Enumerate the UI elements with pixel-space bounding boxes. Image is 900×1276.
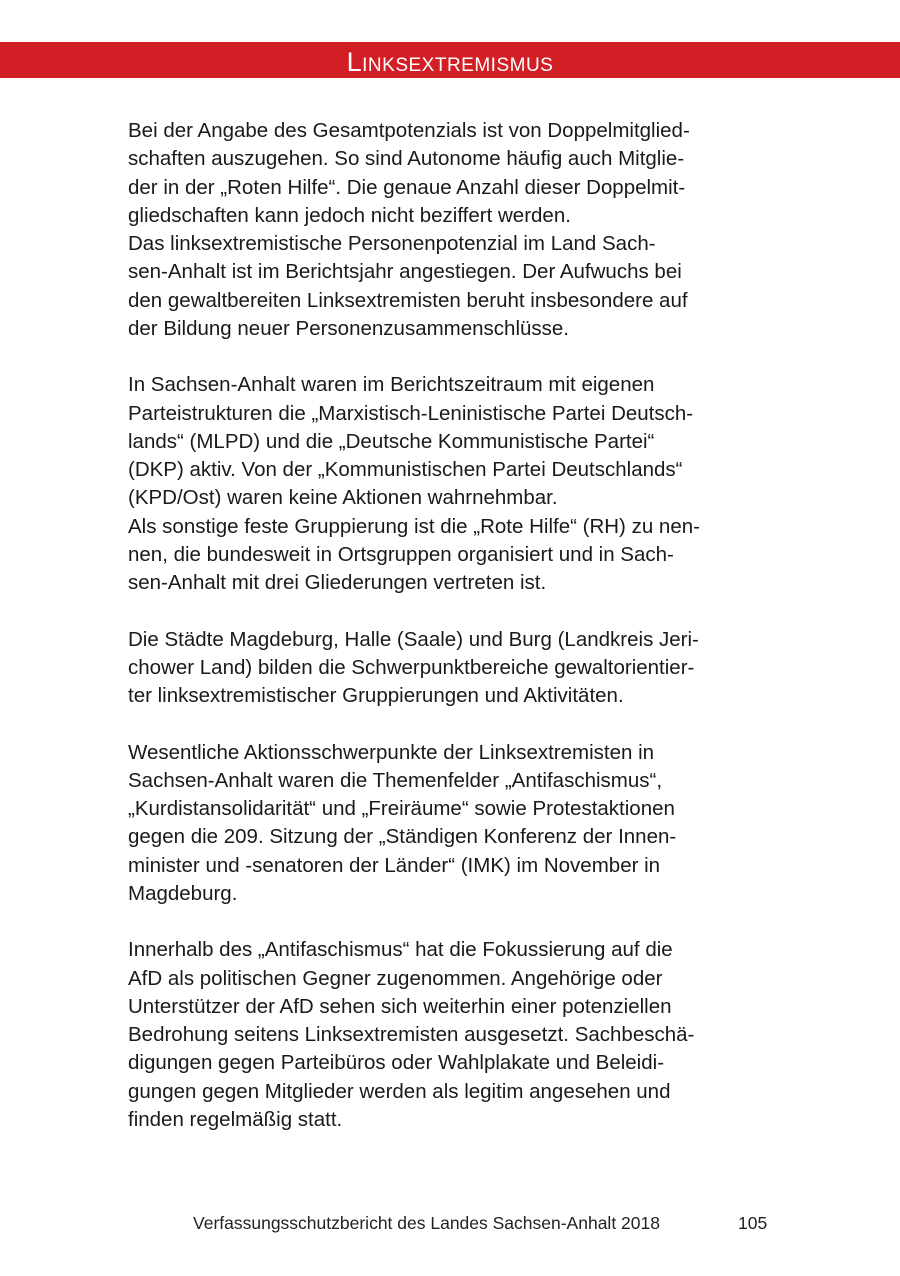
text-line: digungen gegen Parteibüros oder Wahlplakate und Beleidi- — [128, 1051, 665, 1075]
text-line: den gewaltbereiten Linksextremisten beruht insbesondere auf — [128, 288, 688, 312]
text-line: chower Land) bilden die Schwerpunktbereiche gewaltorientier- — [128, 655, 695, 679]
paragraph — [128, 117, 788, 343]
text-line: Das linksextremistische Personenpotenzial im Land Sach- — [128, 232, 656, 255]
text-line: „Kurdistansolidarität“ und „Freiräume“ sowie Protestaktionen — [128, 797, 675, 820]
text-line: lands“ (MLPD) und die „Deutsche Kommunistische Partei“ — [128, 429, 655, 453]
text-line: (KPD/Ost) waren keine Aktionen wahrnehmbar. — [128, 486, 558, 510]
paragraph-spacer — [128, 710, 788, 738]
text-line: minister und -senatoren der Länder“ (IMK) im November in — [128, 853, 661, 877]
text-line: schaften auszugehen. So sind Autonome häufig auch Mitglie- — [128, 147, 685, 171]
paragraph — [128, 371, 788, 597]
text-line: nen, die bundesweit in Ortsgruppen organisiert und in Sach- — [128, 542, 674, 566]
text-line: In Sachsen-Anhalt waren im Berichtszeitraum mit eigenen — [128, 373, 655, 397]
footer-text: Verfassungsschutzbericht des Landes Sachsen-Anhalt 2018 — [193, 1213, 660, 1233]
body-text — [128, 117, 788, 1134]
text-line: Die Städte Magdeburg, Halle (Saale) und Burg (Landkreis Jeri- — [128, 627, 699, 651]
text-line: Parteistrukturen die „Marxistisch-Leninistische Partei Deutsch- — [128, 401, 694, 425]
text-line: gegen die 209. Sitzung der „Ständigen Konferenz der Innen- — [128, 825, 677, 849]
text-line: AfD als politischen Gegner zugenommen. Angehörige oder — [128, 966, 663, 990]
text-line: Bedrohung seitens Linksextremisten ausgesetzt. Sachbeschä- — [128, 1023, 695, 1046]
paragraph-spacer — [128, 908, 788, 936]
paragraph — [128, 936, 788, 1134]
paragraph-spacer — [128, 343, 788, 371]
text-line: Unterstützer der AfD sehen sich weiterhin einer potenziellen — [128, 994, 672, 1018]
text-line: Als sonstige feste Gruppierung ist die „Rote Hilfe“ (RH) zu nen- — [128, 514, 700, 538]
text-line: sen-Anhalt ist im Berichtsjahr angestiegen. Der Aufwuchs bei — [128, 260, 682, 284]
text-line: Innerhalb des „Antifaschismus“ hat die Fokussierung auf die — [128, 938, 673, 962]
text-line: der in der „Roten Hilfe“. Die genaue Anzahl dieser Doppelmit- — [128, 175, 686, 199]
text-line: der Bildung neuer Personenzusammenschlüsse. — [128, 316, 570, 340]
text-line: ter linksextremistischer Gruppierungen und Aktivitäten. — [128, 684, 624, 707]
text-line: Bei der Angabe des Gesamtpotenzials ist von Doppelmitglied- — [128, 119, 690, 142]
text-line: gliedschaften kann jedoch nicht beziffert werden. — [128, 203, 571, 227]
paragraph-spacer — [128, 597, 788, 625]
page-number: 105 — [738, 1213, 768, 1233]
text-line: Magdeburg. — [128, 881, 238, 905]
text-line: sen-Anhalt mit drei Gliederungen vertreten ist. — [128, 571, 547, 594]
text-line: Wesentliche Aktionsschwerpunkte der Linksextremisten in — [128, 740, 655, 764]
paragraph — [128, 626, 788, 711]
paragraph — [128, 739, 788, 909]
page-title: Linksextremismus — [346, 47, 554, 77]
text-line: gungen gegen Mitglieder werden als legitim angesehen und — [128, 1079, 671, 1103]
text-line: finden regelmäßig statt. — [128, 1107, 343, 1131]
text-line: Sachsen-Anhalt waren die Themenfelder „Antifaschismus“, — [128, 768, 663, 792]
text-line: (DKP) aktiv. Von der „Kommunistischen Partei Deutschlands“ — [128, 458, 683, 481]
